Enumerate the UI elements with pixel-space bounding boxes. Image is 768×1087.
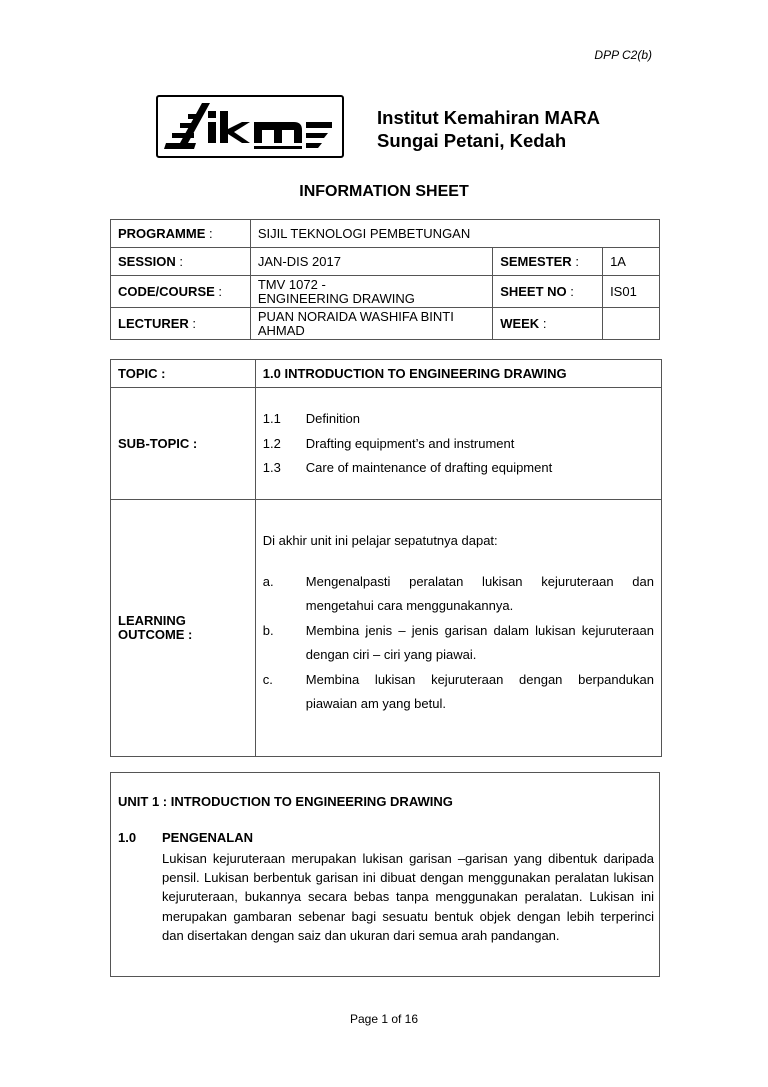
course-info-table (110, 219, 660, 340)
subtopic-list (263, 407, 654, 481)
programme-label: PROGRAMME : (111, 220, 251, 248)
topic-value: 1.0 INTRODUCTION TO ENGINEERING DRAWING (255, 360, 661, 388)
learning-outcome-label (111, 500, 256, 757)
unit-title: UNIT 1 : INTRODUCTION TO ENGINEERING DRAWING (118, 794, 453, 809)
outcome-letter: a. (262, 573, 274, 589)
lo-label-line-1: LEARNING (118, 613, 186, 628)
lecturer-value-line-2: AHMAD (257, 322, 305, 338)
table-row (111, 220, 660, 248)
code-course-label: CODE/COURSE : (111, 276, 251, 308)
learning-outcome-cell (255, 500, 661, 757)
code-value-line-1: TMV 1072 - (257, 276, 326, 292)
list-item (263, 668, 654, 717)
table-row (111, 360, 662, 388)
lecturer-label: LECTURER : (111, 308, 251, 340)
institute-line-1: Institut Kemahiran MARA (377, 107, 601, 128)
outcome-list (263, 570, 654, 717)
unit-content-box (110, 772, 660, 977)
ikm-logo-mark-icon (158, 97, 342, 156)
week-label: WEEK : (493, 308, 603, 340)
session-value: JAN-DIS 2017 (250, 248, 492, 276)
sheet-no-label: SHEET NO : (493, 276, 603, 308)
outcome-letter: b. (262, 622, 274, 638)
table-row (111, 248, 660, 276)
section-body: Lukisan kejuruteraan merupakan lukisan garisan –garisan yang dibentuk daripada pensil. Lukisan berbentuk garisan ini dibuat dengan menggunakan peralatan lukisan kejuruteraan, bukannya secara bebas tanpa menggunakan peralatan. Lukisan ini merupakan gambaran sebenar bagi sesuatu bentuk objek dengan lebih terperinci dan disertakan dengan saiz dan ukuran dari semua arah pandangan. (162, 851, 654, 943)
lo-intro: Di akhir unit ini pelajar sepatutnya dapat: (262, 532, 498, 548)
table-row (111, 308, 660, 340)
programme-value: SIJIL TEKNOLOGI PEMBETUNGAN (250, 220, 659, 248)
list-item (263, 456, 654, 481)
outcome-text: Membina jenis – jenis garisan dalam lukisan kejuruteraan dengan ciri – ciri yang piawai. (305, 622, 654, 662)
session-label: SESSION : (111, 248, 251, 276)
code-course-value (250, 276, 492, 308)
table-row (111, 500, 662, 757)
sheet-no-value: IS01 (603, 276, 660, 308)
subtopic-text: Drafting equipment’s and instrument (305, 435, 515, 451)
section-title: PENGENALAN (162, 830, 254, 845)
semester-value: 1A (603, 248, 660, 276)
semester-label: SEMESTER : (493, 248, 603, 276)
section-number: 1.0 (118, 830, 137, 845)
list-item (263, 570, 654, 619)
list-item (263, 431, 654, 456)
outcome-text: Membina lukisan kejuruteraan dengan berpandukan piawaian am yang betul. (305, 671, 654, 711)
sheet-title: INFORMATION SHEET (299, 183, 469, 200)
ikm-logo (156, 95, 344, 158)
topic-table (110, 359, 662, 757)
list-item (263, 619, 654, 668)
lecturer-value-line-1: PUAN NORAIDA WASHIFA BINTI (257, 308, 454, 324)
list-item (263, 407, 654, 432)
page-number: Page 1 of 16 (349, 1012, 419, 1026)
institute-name (377, 106, 600, 152)
outcome-text: Mengenalpasti peralatan lukisan kejuruteraan dan mengetahui cara menggunakannya. (305, 573, 654, 613)
topic-label: TOPIC : (111, 360, 256, 388)
subtopic-number: 1.2 (262, 435, 281, 451)
table-row (111, 276, 660, 308)
institute-line-2: Sungai Petani, Kedah (377, 130, 567, 151)
subtopic-cell (255, 388, 661, 500)
lo-label-line-2: OUTCOME : (118, 627, 193, 642)
subtopic-label: SUB-TOPIC : (111, 388, 256, 500)
outcome-letter: c. (262, 671, 273, 687)
subtopic-text: Definition (305, 411, 360, 426)
code-value-line-2: ENGINEERING DRAWING (257, 290, 415, 306)
document-reference: DPP C2(b) (594, 48, 652, 62)
subtopic-number: 1.1 (262, 411, 281, 426)
subtopic-number: 1.3 (262, 460, 281, 475)
week-value (603, 308, 660, 340)
subtopic-text: Care of maintenance of drafting equipment (305, 460, 553, 475)
table-row (111, 388, 662, 500)
lecturer-value (250, 308, 492, 340)
